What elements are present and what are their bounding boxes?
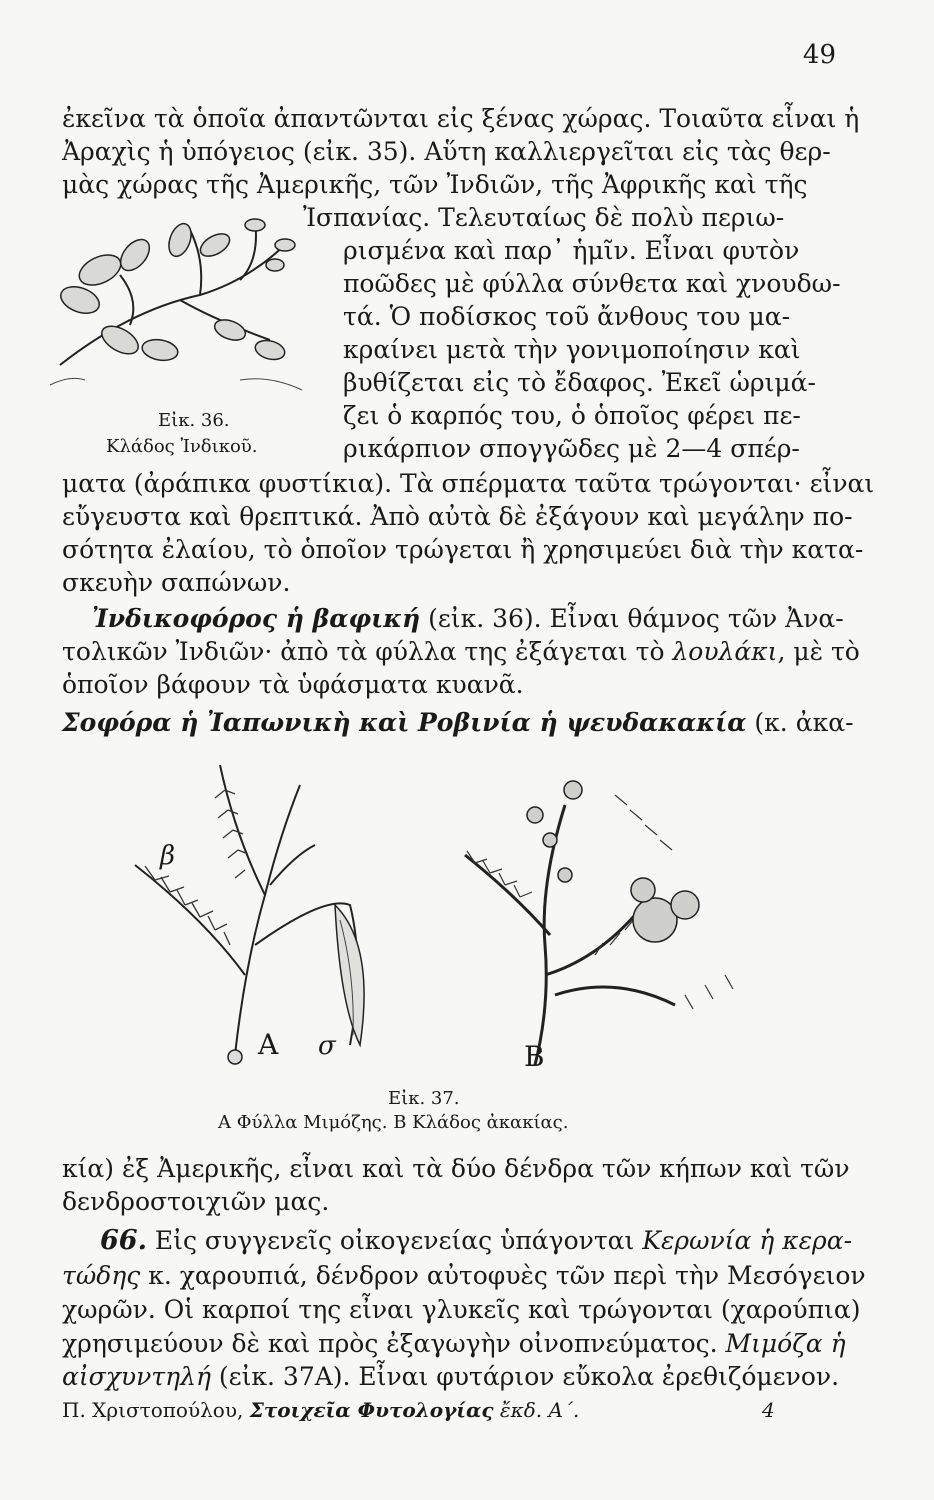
indigo-paragraph-line: Ἰνδικοφόρος ἡ βαφική (εἰκ. 36). Εἶναι θάμνος τῶν Ἀνα- (92, 604, 844, 633)
indigo-term: Ἰνδικοφόρος ἡ βαφική (92, 604, 421, 633)
text-line: ματα (ἀράπικα φυστίκια). Τὰ σπέρματα ταῦτα τρώγονται· εἶναι (62, 469, 875, 498)
text-line: μὰς χώρας τῆς Ἀμερικῆς, τῶν Ἰνδιῶν, τῆς Ἀφρικῆς καὶ τῆς (62, 170, 808, 199)
indigo-paragraph-line: τολικῶν Ἰνδιῶν· ἀπὸ τὰ φύλλα της ἐξάγεται τὸ λουλάκι, μὲ τὸ (62, 637, 860, 666)
text-line: ὁποῖον βάφουν τὰ ὑφάσματα κυανᾶ. (62, 670, 524, 699)
figure-37-label-beta: β (160, 841, 176, 871)
figure-37-number: Εἰκ. 37. (388, 1088, 460, 1109)
sheet-number: 4 (762, 1398, 775, 1422)
paragraph-66-line: 66. Εἰς συγγενεῖς οἰκογενείας ὑπάγονται Κερωνία ἡ κερα- (100, 1225, 853, 1256)
text-line: ζει ὁ καρπός του, ὁ ὁποῖος φέρει πε- (343, 401, 801, 430)
text-line: βυθίζεται εἰς τὸ ἔδαφος. Ἐκεῖ ὡριμά- (343, 368, 816, 397)
figure-37-mimosa-acacia (95, 745, 815, 1075)
text-line: ρικάρπιον σπογγῶδες μὲ 2—4 σπέρ- (343, 434, 800, 463)
text-line: τά. Ὁ ποδίσκος τοῦ ἄνθους του μα- (343, 302, 791, 331)
figure-37-label-sigma: σ (318, 1031, 336, 1061)
page-number: 49 (802, 40, 836, 70)
paragraph-66-number: 66. (100, 1225, 147, 1256)
sophora-term: Σοφόρα ἡ Ἰαπωνικὴ καὶ Ροβινία ἡ ψευδακακία (62, 708, 747, 737)
text-line: κία) ἐξ Ἀμερικῆς, εἶναι καὶ τὰ δύο δένδρα τῶν κήπων καὶ τῶν (62, 1154, 850, 1183)
paragraph-66-line: χρησιμεύουν δὲ καὶ πρὸς ἐξαγωγὴν οἰνοπνεύματος. Μιμόζα ἡ (62, 1329, 846, 1358)
figure-37-label-b: B (524, 1040, 545, 1073)
sophora-paragraph-line: Σοφόρα ἡ Ἰαπωνικὴ καὶ Ροβινία ἡ ψευδακακία (κ. ἀκα- (62, 708, 854, 737)
figure-37a-mimosa-leaves (135, 765, 358, 1055)
text-line: σότητα ἐλαίου, τὸ ὁποῖον τρώγεται ἢ χρησιμεύει διὰ τὴν κατα- (62, 535, 864, 564)
text-line: κραίνει μετὰ τὴν γονιμοποίησιν καὶ (343, 335, 801, 364)
figure-36-label: Εἰκ. 36. (158, 410, 230, 431)
text-line: Ἰσπανίας. Τελευταίως δὲ πολὺ περιω- (303, 203, 785, 232)
text-line: ρισμένα καὶ παρ᾽ ἡμῖν. Εἶναι φυτὸν (343, 236, 800, 265)
text-line: Ἀραχὶς ἡ ὑπόγειος (εἰκ. 35). Αὕτη καλλιεργεῖται εἰς τὰς θερ- (62, 137, 831, 166)
figure-37-label-a: A (258, 1028, 279, 1061)
page-footer: Π. Χριστοπούλου, Στοιχεῖα Φυτολογίας ἔκδ. Α΄. 4 (62, 1398, 775, 1422)
text-line: χωρῶν. Οἱ καρποί της εἶναι γλυκεῖς καὶ τρώγονται (χαρούπια) (62, 1295, 861, 1324)
figure-36-caption: Κλάδος Ἰνδικοῦ. (106, 436, 258, 457)
text-line: σκευὴν σαπώνων. (62, 568, 291, 597)
figure-36-indigo-branch (40, 200, 310, 400)
figure-37-caption: A Φύλλα Μιμόζης. B Κλάδος ἀκακίας. (218, 1112, 569, 1133)
text-line: εὔγευστα καὶ θρεπτικά. Ἀπὸ αὐτὰ δὲ ἐξάγουν καὶ μεγάλην πο- (62, 502, 853, 531)
text-line: ποῶδες μὲ φύλλα σύνθετα καὶ χνουδω- (343, 269, 841, 298)
text-line: ἐκεῖνα τὰ ὁποῖα ἀπαντῶνται εἰς ξένας χώρας. Τοιαῦτα εἶναι ἡ (62, 104, 860, 133)
paragraph-66-line: τώδης κ. χαρουπιά, δένδρον αὐτοφυὲς τῶν περὶ τὴν Μεσόγειον (62, 1261, 866, 1290)
book-title: Στοιχεῖα Φυτολογίας (249, 1398, 494, 1422)
paragraph-66-line: αἰσχυντηλή (εἰκ. 37A). Εἶναι φυτάριον εὔκολα ἐρεθιζόμενον. (62, 1362, 840, 1391)
text-line: δενδροστοιχιῶν μας. (62, 1187, 330, 1216)
